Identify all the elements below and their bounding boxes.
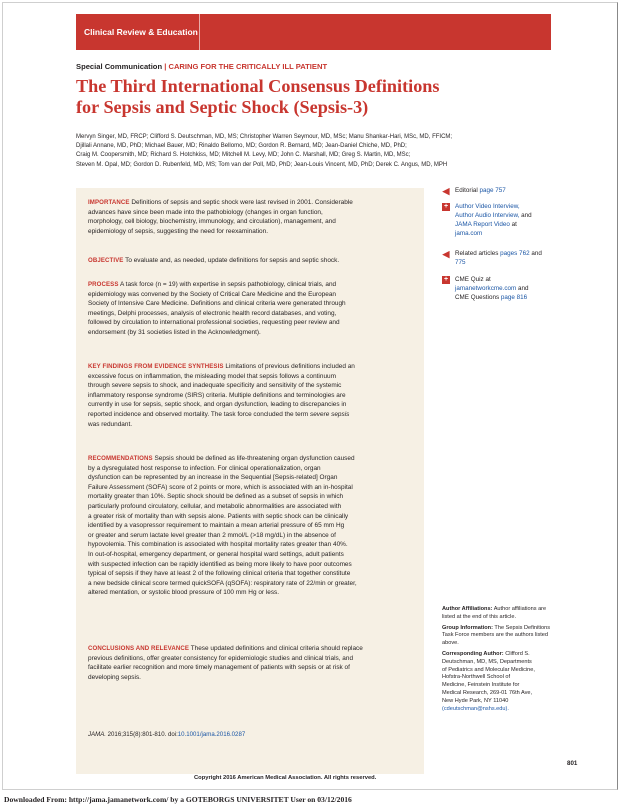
- abstract-line: In out-of-hospital, emergency department, or general hospital ward settings, adult patients: [88, 550, 344, 558]
- download-footer: Downloaded From: http://jama.jamanetwork.com/ by a GOTEBORGS UNIVERSITET User on 03/12/2016: [4, 795, 352, 804]
- abstract-line: Failure Assessment (SOFA) score of 2 points or more, which is associated with an in-hospital: [88, 483, 353, 491]
- cme-quiz-label: CME Quiz at: [455, 276, 491, 283]
- abstract-line: morphology, cell biology, biochemistry, immunology, and circulation), management, and: [88, 218, 336, 226]
- related-pages-link[interactable]: pages 762: [500, 250, 530, 257]
- citation-details: 2016;315(8):801-810. doi:: [107, 731, 178, 738]
- sidebar-related: [442, 250, 552, 270]
- abstract-line: or greater and serum lactate level greater than 2 mmol/L (>18 mg/dL) in the absence of: [88, 531, 336, 539]
- abstract-process: [88, 280, 414, 338]
- abstract-line: epidemiology of sepsis, suggesting the need for reexamination.: [88, 227, 269, 235]
- doi-link[interactable]: 10.1001/jama.2016.0287: [177, 731, 246, 738]
- section-subtitle: CARING FOR THE CRITICALLY ILL PATIENT: [168, 62, 328, 71]
- abstract-line: hypovolemia. This combination is associated with hospital mortality rates greater than 40%.: [88, 541, 348, 549]
- abstract-line: Definitions of sepsis and septic shock were last revised in 2001. Considerable: [131, 199, 353, 206]
- banner-label: Clinical Review & Education: [84, 27, 198, 37]
- affiliations-label: Author Affiliations:: [442, 606, 493, 612]
- abstract-heading: KEY FINDINGS FROM EVIDENCE SYNTHESIS: [88, 363, 224, 370]
- abstract-line: Sepsis should be defined as life-threatening organ dysfunction caused: [154, 455, 355, 462]
- corresponding-line: of Pediatrics and Molecular Medicine,: [442, 666, 535, 673]
- corresponding-line: New Hyde Park, NY 11040: [442, 697, 509, 704]
- abstract-line: through severe sepsis to shock, and inadequate specificity and sensitivity of the systemic: [88, 382, 342, 390]
- abstract-line: developing sepsis.: [88, 673, 141, 681]
- author-line: Djillali Annane, MD, PhD; Michael Bauer, MD; Rinaldo Bellomo, MD; Gordon R. Bernard, MD; Jean-Daniel Chiche, MD, PhD;: [76, 143, 407, 150]
- abstract-line: These updated definitions and clinical criteria should replace: [190, 645, 363, 652]
- media-at: at: [511, 220, 517, 228]
- abstract-line: identified by a vasopressor requirement to maintain a mean arterial pressure of 65 mm Hg: [88, 522, 345, 530]
- corresponding-author-label: Corresponding Author:: [442, 650, 504, 657]
- arrow-left-icon: ◀: [442, 186, 450, 196]
- plus-icon: +: [443, 276, 449, 283]
- abstract-findings: [88, 362, 414, 429]
- abstract-italic-term: severe sepsis: [309, 410, 350, 418]
- section-separator: |: [164, 62, 167, 71]
- jama-site-link[interactable]: jama.com: [455, 229, 483, 237]
- citation: [88, 731, 245, 738]
- abstract-heading: CONCLUSIONS AND RELEVANCE: [88, 645, 190, 652]
- author-line: Mervyn Singer, MD, FRCP; Clifford S. Deutschman, MD, MS; Christopher Warren Seymour, MD, MSc; Manu Shankar-Hari, MSc, MD, FFICM;: [76, 134, 453, 140]
- article-title: [76, 76, 546, 118]
- corresponding-line: Hofstra-Northwell School of: [442, 674, 511, 681]
- abstract-line: altered mentation, or systolic blood pressure of 100 mm Hg or less.: [88, 589, 280, 597]
- abstract-line: endorsement (by 31 societies listed in the Acknowledgment).: [88, 328, 261, 336]
- cme-site-link[interactable]: jamanetworkcme.com: [455, 284, 517, 292]
- author-line: Craig M. Coopersmith, MD; Richard S. Hotchkiss, MD; Mitchell M. Levy, MD; John C. Marshall, MD; Greg S. Martin, MD, MSc;: [76, 152, 411, 159]
- abstract-line: Limitations of previous definitions included an: [225, 363, 355, 370]
- author-line: Steven M. Opal, MD; Gordon D. Rubenfeld, MD, MS; Tom van der Poll, MD, PhD; Jean-Louis Vincent, MD, PhD; Derek C. Angus, MD, MPH: [76, 161, 448, 168]
- abstract-line: previous definitions, offer greater consistency for epidemiologic studies and clinical trials, and: [88, 654, 354, 662]
- abstract-line: A task force (n = 19) with expertise in sepsis pathobiology, clinical trials, and: [119, 281, 337, 288]
- abstract-conclusions: [88, 644, 414, 682]
- author-list: [76, 133, 546, 170]
- article-type-line: [76, 62, 327, 71]
- banner-divider: [199, 14, 200, 50]
- title-line-1: The Third International Consensus Definitions: [76, 76, 440, 96]
- author-video-link[interactable]: Author Video Interview,: [455, 203, 520, 210]
- related-page-link[interactable]: 775: [455, 258, 466, 266]
- abstract-heading: OBJECTIVE: [88, 257, 124, 264]
- cme-questions-label: CME Questions: [455, 293, 500, 301]
- abstract-line: followed by circulation to international professional societies, requesting peer review and: [88, 319, 340, 327]
- corresponding-line: Clifford S.: [505, 650, 530, 657]
- title-line-2: for Sepsis and Septic Shock (Sepsis-3): [76, 97, 369, 117]
- abstract-line: meetings, Delphi processes, analysis of electronic health record databases, and voting,: [88, 309, 337, 317]
- abstract-heading: IMPORTANCE: [88, 199, 130, 206]
- abstract-line: Society of Intensive Care Medicine. Definitions and clinical criteria were generated through: [88, 300, 346, 308]
- arrow-left-icon: ◀: [442, 249, 450, 259]
- copyright-notice: Copyright 2016 American Medical Association. All rights reserved.: [194, 775, 377, 781]
- abstract-line: advances have since been made into the pathobiology (changes in organ function,: [88, 208, 323, 216]
- corresponding-email-link[interactable]: (cdeutschman@nshs.edu).: [442, 705, 509, 712]
- abstract-line: by a dysregulated host response to infection. For clinical operationalization, organ: [88, 464, 321, 472]
- related-and: and: [531, 250, 542, 257]
- abstract-line: To evaluate and, as needed, update definitions for sepsis and septic shock.: [125, 257, 340, 264]
- sidebar-media: [442, 203, 552, 243]
- journal-name: JAMA.: [88, 731, 106, 738]
- abstract-heading: RECOMMENDATIONS: [88, 455, 153, 462]
- group-info-label: Group Information:: [442, 624, 493, 631]
- media-and: and: [521, 211, 532, 219]
- abstract-line: with suspected infection can be rapidly identified as being more likely to have poor outcomes: [88, 560, 352, 568]
- abstract-line: facilitate earlier recognition and more timely management of patients with sepsis or at risk of: [88, 664, 350, 672]
- page-number: 801: [567, 760, 578, 767]
- editorial-page-link[interactable]: page 757: [479, 187, 506, 194]
- plus-icon: +: [443, 203, 449, 210]
- jama-report-video-link[interactable]: JAMA Report Video: [455, 220, 510, 228]
- abstract-line: mortality greater than 10%. Septic shock should be defined as a subset of sepsis in which: [88, 493, 344, 501]
- editorial-label: Editorial: [455, 187, 478, 194]
- abstract-line: a new bedside clinical score termed quickSOFA (qSOFA): respiratory rate of 22/min or greater,: [88, 579, 357, 587]
- sidebar-cme: [442, 276, 552, 306]
- corresponding-line: Medicine, Feinstein Institute for: [442, 682, 520, 689]
- related-label: Related articles: [455, 250, 499, 257]
- abstract-objective: [88, 256, 414, 266]
- abstract-line: currently in use for sepsis, septic shock, and organ dysfunction, leading to discrepancies in: [88, 401, 347, 409]
- corresponding-line: Deutschman, MD, MS, Departments: [442, 658, 532, 665]
- abstract-line: epidemiology was convened by the Society of Critical Care Medicine and the European: [88, 290, 336, 298]
- abstract-line: a greater risk of mortality than with sepsis alone. Patients with septic shock can be clinically: [88, 512, 349, 520]
- author-audio-link[interactable]: Author Audio Interview,: [455, 211, 520, 219]
- abstract-line: reported incidence and observed mortality. The task force concluded the term: [88, 410, 309, 418]
- sidebar-editorial: [442, 187, 552, 197]
- abstract-importance: [88, 198, 414, 236]
- abstract-line: excessive focus on inflammation, the misleading model that sepsis follows a continuum: [88, 372, 336, 380]
- article-type: Special Communication: [76, 62, 163, 71]
- abstract-heading: PROCESS: [88, 281, 119, 288]
- cme-and: and: [518, 284, 529, 292]
- abstract-line: was redundant.: [88, 420, 133, 428]
- corresponding-line: Medical Research, 269-01 76th Ave,: [442, 689, 533, 696]
- cme-page-link[interactable]: page 816: [500, 293, 528, 301]
- affiliations-text: Author affiliations are listed at the end of this article.: [442, 606, 547, 620]
- abstract-line: dysfunction can be represented by an increase in the Sequential [Sepsis-related] Organ: [88, 474, 338, 482]
- abstract-line: typical of sepsis if they have at least 2 of the following clinical criteria that together constitute: [88, 570, 351, 578]
- affiliations-block: [442, 606, 558, 716]
- group-info-text: The Sepsis Definitions Task Force members are the authors listed above.: [442, 624, 551, 647]
- abstract-recommendations: [88, 454, 414, 598]
- abstract-line: inflammatory response syndrome (SIRS) criteria. Multiple definitions and terminologies are: [88, 391, 346, 399]
- section-banner: [76, 14, 551, 50]
- abstract-line: particularly profound circulatory, cellular, and metabolic abnormalities are associated with: [88, 502, 342, 510]
